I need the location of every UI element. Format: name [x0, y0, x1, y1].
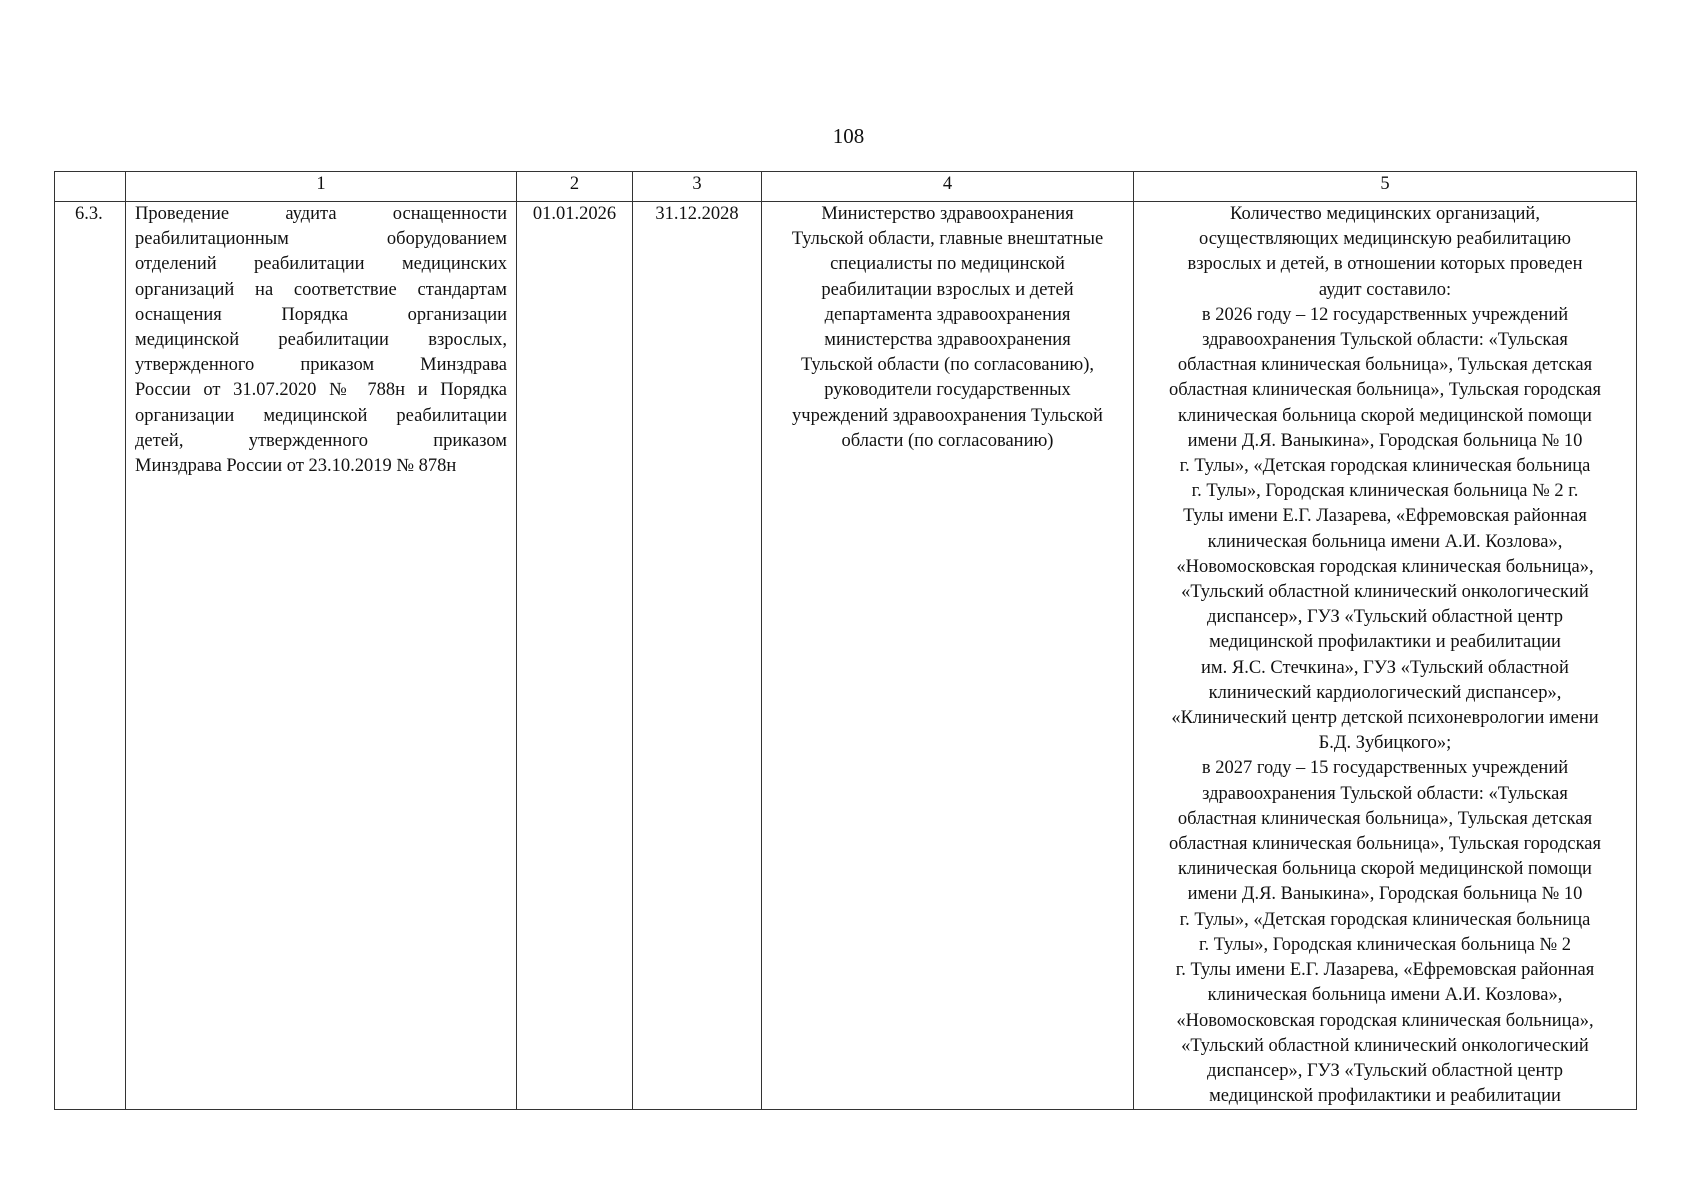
responsible-line: департамента здравоохранения: [824, 304, 1071, 325]
result-line: областная клиническая больница», Тульская городская: [1169, 834, 1601, 855]
plan-table: [54, 171, 1637, 1110]
result-line: г. Тулы», «Детская городская клиническая больница: [1179, 456, 1591, 477]
responsible-line: Тульской области, главные внештатные: [791, 229, 1104, 250]
header-cell-4: 4: [762, 172, 1134, 202]
result-line: здравоохранения Тульской области: «Тульская: [1202, 330, 1568, 351]
responsible-line: специалисты по медицинской: [830, 254, 1065, 275]
result-line: «Тульский областной клинический онкологический: [1181, 582, 1589, 603]
responsible-line: области (по согласованию): [841, 430, 1054, 451]
responsible-executors: [762, 202, 1134, 1110]
result-line: клинический кардиологический диспансер»,: [1208, 682, 1562, 703]
description-line: организаций на соответствие стандартам: [135, 279, 507, 300]
result-line: г. Тулы имени Е.Г. Лазарева, «Ефремовская районная: [1175, 960, 1595, 981]
result-line: «Тульский областной клинический онкологический: [1181, 1035, 1589, 1056]
result-line: «Новомосковская городская клиническая больница»,: [1176, 1010, 1594, 1031]
result-line: диспансер», ГУЗ «Тульский областной центр: [1207, 1060, 1563, 1081]
result-line: областная клиническая больница», Тульская детская: [1177, 355, 1593, 376]
responsible-line: реабилитации взрослых и детей: [821, 279, 1074, 300]
responsible-line: Министерство здравоохранения: [821, 204, 1074, 224]
table-row: [55, 202, 1637, 1110]
header-cell-5: 5: [1134, 172, 1637, 202]
result-line: аудит составило:: [1318, 279, 1452, 300]
result-line: имени Д.Я. Ваныкина», Городская больница № 10: [1187, 884, 1583, 905]
start-date: 01.01.2026: [517, 202, 633, 1110]
result-line: клиническая больница имени А.И. Козлова»,: [1207, 985, 1563, 1006]
description-line: детей, утвержденного приказом: [135, 430, 507, 451]
result-line: г. Тулы», Городская клиническая больница № 2 г.: [1191, 481, 1579, 502]
description-line: медицинской реабилитации взрослых,: [135, 330, 507, 351]
result-line: медицинской профилактики и реабилитации: [1209, 1086, 1561, 1107]
result-line: областная клиническая больница», Тульская городская: [1169, 380, 1601, 401]
result-line: осуществляющих медицинскую реабилитацию: [1198, 229, 1572, 250]
activity-description: [126, 202, 517, 1110]
header-cell-number: [55, 172, 126, 202]
description-line: Минздрава России от 23.10.2019 № 878н: [135, 456, 457, 477]
page-number: 108: [832, 124, 865, 148]
header-cell-2: 2: [517, 172, 633, 202]
description-line: Проведение аудита оснащенности: [135, 204, 507, 224]
result-line: клиническая больница скорой медицинской помощи: [1178, 859, 1592, 880]
header-cell-1: 1: [126, 172, 517, 202]
result-line: областная клиническая больница», Тульская детская: [1177, 808, 1593, 829]
result-line: г. Тулы», «Детская городская клиническая больница: [1179, 909, 1591, 930]
result-line: им. Я.С. Стечкина», ГУЗ «Тульский областной: [1201, 657, 1569, 678]
result-line: имени Д.Я. Ваныкина», Городская больница № 10: [1187, 430, 1583, 451]
result-line: Тулы имени Е.Г. Лазарева, «Ефремовская районная: [1183, 506, 1587, 527]
result-line: клиническая больница скорой медицинской помощи: [1178, 405, 1592, 426]
result-line: «Новомосковская городская клиническая больница»,: [1176, 556, 1594, 577]
responsible-line: министерства здравоохранения: [824, 330, 1071, 351]
result-line: в 2027 году – 15 государственных учреждений: [1201, 758, 1569, 779]
description-line: оснащения Порядка организации: [135, 304, 507, 325]
result-line: взрослых и детей, в отношении которых проведен: [1187, 254, 1583, 275]
result-line: Количество медицинских организаций,: [1230, 204, 1540, 224]
result-line: в 2026 году – 12 государственных учреждений: [1201, 304, 1569, 325]
result-line: г. Тулы», Городская клиническая больница № 2: [1198, 934, 1571, 955]
result-line: здравоохранения Тульской области: «Тульская: [1202, 783, 1568, 804]
result-line: медицинской профилактики и реабилитации: [1209, 632, 1561, 653]
result-line: диспансер», ГУЗ «Тульский областной центр: [1207, 607, 1563, 628]
description-line: организации медицинской реабилитации: [135, 405, 507, 426]
result-line: «Клинический центр детской психоневрологии имени: [1171, 708, 1599, 729]
result-line: клиническая больница имени А.И. Козлова»,: [1207, 531, 1563, 552]
description-line: России от 31.07.2020 № 788н и Порядка: [135, 380, 507, 401]
description-line: отделений реабилитации медицинских: [135, 254, 507, 275]
responsible-line: Тульской области (по согласованию),: [800, 355, 1095, 376]
table-header-row: [55, 172, 1637, 202]
responsible-line: учреждений здравоохранения Тульской: [792, 405, 1103, 426]
result-line: Б.Д. Зубицкого»;: [1318, 733, 1452, 754]
responsible-line: руководители государственных: [824, 380, 1071, 401]
description-line: утвержденного приказом Минздрава: [135, 355, 507, 376]
end-date: 31.12.2028: [633, 202, 762, 1110]
description-line: реабилитационным оборудованием: [135, 229, 507, 250]
expected-result: [1134, 202, 1637, 1110]
header-cell-3: 3: [633, 172, 762, 202]
row-number: 6.3.: [55, 202, 126, 1110]
